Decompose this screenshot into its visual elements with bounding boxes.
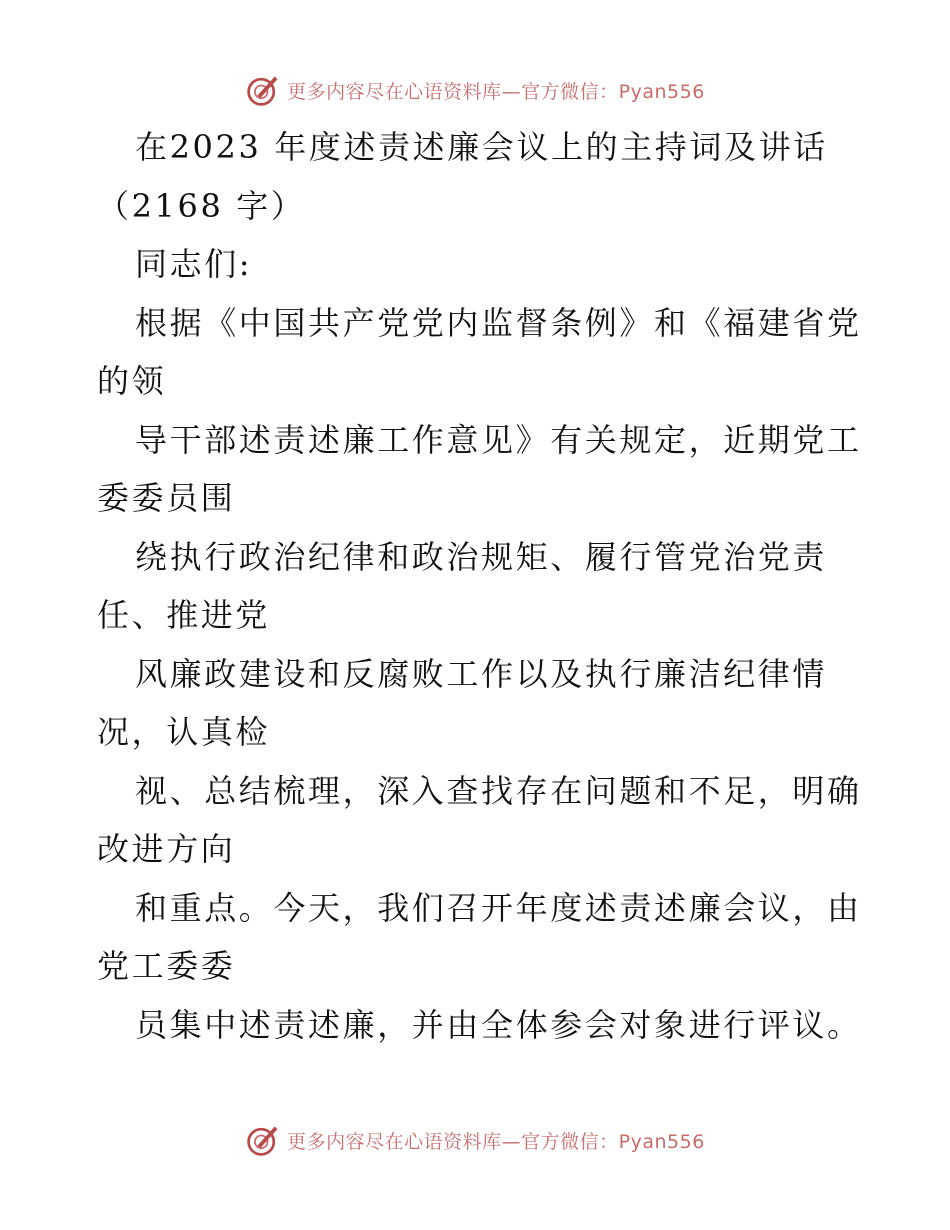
text-line: 和重点。今天，我们召开年度述责述廉会议，由 — [135, 888, 862, 927]
text-line: 改进方向 — [97, 830, 236, 868]
text-line: 委委员围 — [97, 479, 236, 517]
footer-watermark-text: 更多内容尽在心语资料库—官方微信：Pyan556 — [287, 1130, 705, 1153]
text-line: 任、推进党 — [97, 596, 271, 634]
text-line: 党工委委 — [97, 947, 236, 985]
text-line: 导干部述责述廉工作意见》有关规定，近期党工 — [135, 420, 862, 459]
text-line: 根据《中国共产党党内监督条例》和《福建省党 — [135, 303, 862, 342]
document-title-line: 在2023 年度述责述廉会议上的主持词及讲话 — [135, 128, 828, 166]
pen-logo-icon — [245, 72, 281, 108]
text-line: 员集中述责述廉，并由全体参会对象进行评议。 — [135, 1005, 862, 1044]
text-line: （2168 字） — [97, 186, 306, 225]
header-watermark-banner — [0, 70, 950, 110]
text-line: 的领 — [97, 362, 167, 400]
footer-watermark-banner — [0, 1120, 950, 1160]
pen-logo-icon — [245, 1122, 281, 1158]
header-watermark-text: 更多内容尽在心语资料库—官方微信：Pyan556 — [287, 80, 705, 103]
text-line: 视、总结梳理，深入查找存在问题和不足，明确 — [135, 771, 862, 810]
text-line: 风廉政建设和反腐败工作以及执行廉洁纪律情 — [135, 654, 828, 693]
text-line: 同志们: — [135, 245, 253, 283]
text-line: 况，认真检 — [97, 713, 271, 751]
text-line: 绕执行政治纪律和政治规矩、履行管党治党责 — [135, 537, 828, 576]
document-body — [97, 118, 862, 1054]
